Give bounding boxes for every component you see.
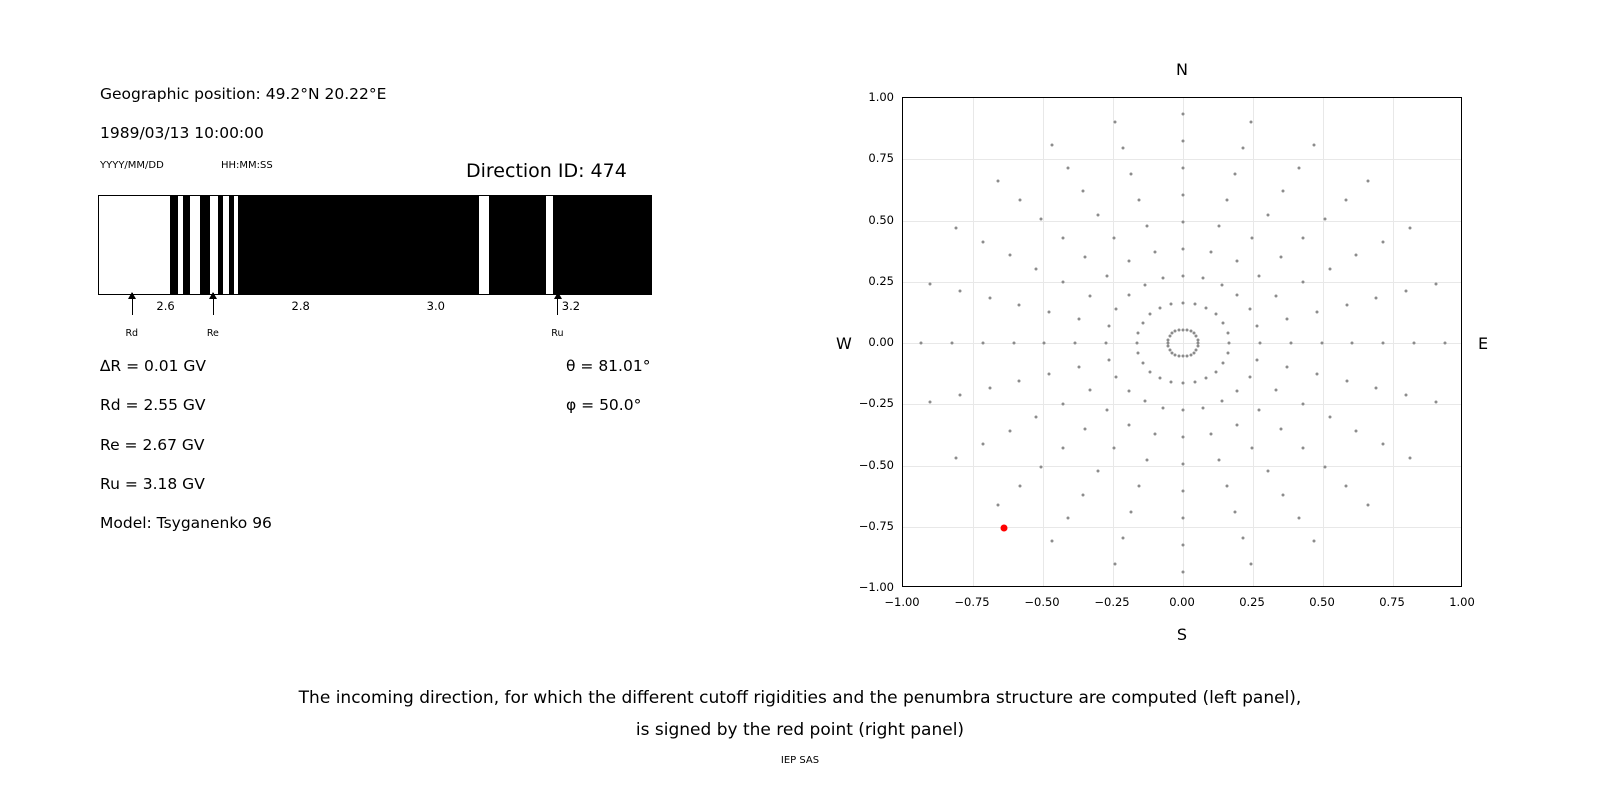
direction-point — [1205, 306, 1208, 309]
direction-point — [1282, 493, 1285, 496]
footer-credit: IEP SAS — [780, 755, 820, 766]
direction-point — [1209, 250, 1212, 253]
direction-point — [1375, 387, 1378, 390]
penumbra-bar — [98, 195, 652, 295]
direction-point — [1182, 274, 1185, 277]
direction-point — [1182, 571, 1185, 574]
penumbra-band — [170, 196, 178, 294]
direction-point — [1201, 407, 1204, 410]
direction-point — [1209, 433, 1212, 436]
penumbra-band — [553, 196, 652, 294]
direction-point — [1345, 484, 1348, 487]
direction-point — [1127, 294, 1130, 297]
direction-point — [1182, 328, 1185, 331]
penumbra-marker-rd-label: Rd — [125, 328, 139, 339]
direction-point — [1162, 276, 1165, 279]
direction-point — [958, 289, 961, 292]
direction-point — [1192, 351, 1195, 354]
direction-point — [1146, 459, 1149, 462]
direction-point — [1081, 190, 1084, 193]
direction-point — [1158, 377, 1161, 380]
penumbra-tick-label: 3.0 — [426, 299, 445, 313]
direction-point — [1405, 394, 1408, 397]
direction-point — [1315, 373, 1318, 376]
direction-point — [1081, 493, 1084, 496]
direction-point — [1382, 240, 1385, 243]
date-format-hint: YYYY/MM/DD — [100, 160, 164, 171]
datetime-label: 1989/03/13 10:00:00 — [100, 124, 264, 142]
direction-point — [1170, 302, 1173, 305]
penumbra-marker-rd-arrow-icon — [132, 293, 133, 315]
direction-scatter-plot — [902, 97, 1462, 587]
direction-point — [1149, 370, 1152, 373]
direction-point — [1107, 359, 1110, 362]
direction-point — [1185, 355, 1188, 358]
direction-point — [1178, 328, 1181, 331]
right-panel — [800, 0, 1600, 660]
direction-point — [1249, 563, 1252, 566]
direction-point — [1275, 389, 1278, 392]
direction-point — [1182, 382, 1185, 385]
y-axis-tick-label: 0.25 — [868, 273, 894, 288]
model-value: Model: Tsyganenko 96 — [100, 514, 272, 532]
y-axis-tick-label: 0.50 — [868, 212, 894, 227]
gridline-vertical — [1323, 98, 1324, 586]
direction-point — [1182, 409, 1185, 412]
direction-point — [1061, 281, 1064, 284]
direction-point — [1235, 260, 1238, 263]
direction-point — [1241, 146, 1244, 149]
direction-point — [1182, 193, 1185, 196]
direction-point — [1275, 294, 1278, 297]
gridline-vertical — [1183, 98, 1184, 586]
gridline-horizontal — [903, 527, 1461, 528]
direction-point — [1408, 456, 1411, 459]
penumbra-band — [200, 196, 210, 294]
x-axis-tick-label: 0.25 — [1239, 595, 1265, 609]
direction-point — [1122, 537, 1125, 540]
direction-point — [1066, 517, 1069, 520]
direction-point — [1182, 490, 1185, 493]
direction-point — [1077, 366, 1080, 369]
direction-point — [1195, 348, 1198, 351]
penumbra-marker-ru-label: Ru — [551, 328, 564, 339]
direction-point — [1077, 317, 1080, 320]
penumbra-band — [229, 196, 234, 294]
direction-point — [1235, 423, 1238, 426]
direction-point — [1171, 351, 1174, 354]
direction-point — [1315, 310, 1318, 313]
direction-point — [1226, 331, 1229, 334]
penumbra-tick-label: 2.6 — [156, 299, 175, 313]
y-axis-tick-label: −1.00 — [858, 580, 894, 594]
direction-point — [1220, 283, 1223, 286]
direction-point — [1062, 446, 1065, 449]
direction-point — [1367, 180, 1370, 183]
direction-point — [1233, 172, 1236, 175]
gridline-vertical — [1253, 98, 1254, 586]
direction-point — [1193, 302, 1196, 305]
direction-point — [1251, 447, 1254, 450]
penumbra-band — [218, 196, 223, 294]
direction-point — [1146, 224, 1149, 227]
direction-point — [1280, 256, 1283, 259]
x-axis-tick-label: 0.00 — [1169, 595, 1195, 609]
x-axis-tick-label: −0.25 — [1094, 595, 1130, 609]
direction-point — [1405, 289, 1408, 292]
direction-point — [1222, 321, 1225, 324]
direction-point — [1345, 380, 1348, 383]
direction-point — [1214, 370, 1217, 373]
caption-line-1: The incoming direction, for which the different cutoff rigidities and the penumbra structure are computed (left panel), — [298, 688, 1302, 708]
direction-point — [1167, 345, 1170, 348]
penumbra-marker-re-label: Re — [206, 328, 219, 339]
direction-point — [1220, 400, 1223, 403]
direction-point — [1168, 335, 1171, 338]
direction-point — [1312, 540, 1315, 543]
direction-point — [1162, 407, 1165, 410]
direction-point — [1130, 172, 1133, 175]
rd-value: Rd = 2.55 GV — [100, 396, 206, 414]
direction-point — [1225, 198, 1228, 201]
direction-point — [1137, 331, 1140, 334]
caption-line-2: is signed by the red point (right panel) — [635, 720, 965, 740]
direction-point — [1236, 389, 1239, 392]
direction-point — [1018, 380, 1021, 383]
direction-point — [1182, 463, 1185, 466]
direction-point — [1355, 429, 1358, 432]
direction-point — [1171, 332, 1174, 335]
direction-point — [1154, 433, 1157, 436]
direction-point — [1413, 342, 1416, 345]
direction-point — [1375, 296, 1378, 299]
direction-point — [996, 180, 999, 183]
direction-point — [1088, 389, 1091, 392]
direction-point — [1105, 408, 1108, 411]
direction-point — [1355, 254, 1358, 257]
direction-point — [1012, 342, 1015, 345]
direction-point — [929, 282, 932, 285]
direction-point — [1040, 218, 1043, 221]
y-axis-tick-label: 1.00 — [868, 90, 894, 104]
direction-point — [1149, 313, 1152, 316]
gridline-horizontal — [903, 343, 1461, 344]
direction-point — [1048, 373, 1051, 376]
penumbra-band — [489, 196, 546, 294]
direction-point — [1408, 227, 1411, 230]
direction-point — [1434, 282, 1437, 285]
direction-point — [1266, 213, 1269, 216]
direction-point — [1182, 301, 1185, 304]
x-axis-tick-label: −0.50 — [1024, 595, 1060, 609]
direction-point — [1170, 381, 1173, 384]
direction-point — [1168, 348, 1171, 351]
direction-point — [1143, 400, 1146, 403]
y-axis-tick-label: −0.25 — [858, 396, 894, 411]
direction-point — [1115, 308, 1118, 311]
direction-point — [1185, 328, 1188, 331]
direction-point — [1141, 321, 1144, 324]
direction-point — [1040, 465, 1043, 468]
direction-point — [1189, 353, 1192, 356]
direction-point — [981, 240, 984, 243]
direction-point — [1328, 416, 1331, 419]
direction-point — [1154, 250, 1157, 253]
direction-point — [1114, 563, 1117, 566]
direction-point — [1236, 294, 1239, 297]
direction-point — [1345, 199, 1348, 202]
direction-point — [1166, 342, 1169, 345]
direction-point — [1043, 342, 1046, 345]
direction-point — [1434, 401, 1437, 404]
penumbra-band — [238, 196, 479, 294]
direction-point — [1018, 303, 1021, 306]
direction-point — [1205, 377, 1208, 380]
direction-point — [1018, 199, 1021, 202]
direction-point — [1137, 352, 1140, 355]
direction-point — [1097, 213, 1100, 216]
direction-point — [1182, 517, 1185, 520]
direction-point — [1301, 237, 1304, 240]
direction-point — [1345, 303, 1348, 306]
direction-point — [1008, 254, 1011, 257]
direction-point — [1351, 342, 1354, 345]
direction-point — [920, 342, 923, 345]
direction-point — [1141, 362, 1144, 365]
gridline-vertical — [1113, 98, 1114, 586]
direction-point — [1443, 342, 1446, 345]
x-axis-tick-label: −1.00 — [884, 595, 920, 609]
penumbra-marker-ru-arrow-icon — [557, 293, 558, 315]
penumbra-axis — [98, 295, 652, 355]
direction-point — [1105, 342, 1108, 345]
direction-point — [1182, 355, 1185, 358]
x-axis-tick-label: −0.75 — [954, 595, 990, 609]
direction-point — [1035, 416, 1038, 419]
y-axis-tick-label: −0.50 — [858, 457, 894, 472]
direction-point — [1066, 166, 1069, 169]
gridline-horizontal — [903, 282, 1461, 283]
direction-point — [1256, 324, 1259, 327]
direction-point — [1182, 166, 1185, 169]
direction-point — [1251, 236, 1254, 239]
direction-point — [1302, 402, 1305, 405]
direction-point — [1107, 324, 1110, 327]
direction-point — [1128, 260, 1131, 263]
y-axis-tick-label: −0.75 — [858, 518, 894, 533]
direction-point — [1289, 342, 1292, 345]
direction-point — [1135, 342, 1138, 345]
direction-point — [1301, 446, 1304, 449]
direction-point — [1112, 447, 1115, 450]
direction-point — [1097, 470, 1100, 473]
direction-point — [1228, 342, 1231, 345]
direction-point — [1297, 166, 1300, 169]
x-axis-tick-label: 0.50 — [1309, 595, 1335, 609]
direction-point — [1286, 366, 1289, 369]
direction-point — [1286, 317, 1289, 320]
direction-point — [1112, 236, 1115, 239]
phi-value: φ = 50.0° — [566, 396, 642, 414]
direction-point — [1382, 443, 1385, 446]
direction-point — [1083, 427, 1086, 430]
penumbra-tick-label: 3.2 — [561, 299, 581, 313]
direction-point — [1182, 544, 1185, 547]
direction-point — [1382, 342, 1385, 345]
direction-point — [1167, 338, 1170, 341]
direction-point — [1182, 436, 1185, 439]
direction-point — [1217, 224, 1220, 227]
penumbra-tick-label: 2.8 — [291, 299, 310, 313]
compass-east-label: E — [1478, 334, 1489, 353]
compass-north-label: N — [1176, 60, 1188, 79]
direction-point — [1233, 511, 1236, 514]
delta-r-value: ∆R = 0.01 GV — [100, 357, 207, 375]
geographic-position-label: Geographic position: 49.2°N 20.22°E — [100, 85, 387, 103]
direction-point — [1182, 139, 1185, 142]
direction-point — [1127, 389, 1130, 392]
direction-point — [1248, 375, 1251, 378]
direction-point — [955, 227, 958, 230]
direction-point — [929, 401, 932, 404]
direction-point — [1088, 294, 1091, 297]
direction-point — [1138, 198, 1141, 201]
direction-point — [955, 456, 958, 459]
direction-point — [1302, 281, 1305, 284]
gridline-horizontal — [903, 159, 1461, 160]
direction-id-label: Direction ID: 474 — [466, 160, 627, 182]
direction-point — [1201, 276, 1204, 279]
direction-point — [1320, 342, 1323, 345]
direction-point — [1259, 342, 1262, 345]
direction-point — [1174, 353, 1177, 356]
theta-value: θ = 81.01° — [566, 357, 651, 375]
direction-point — [1217, 459, 1220, 462]
direction-point — [1182, 247, 1185, 250]
compass-south-label: S — [1176, 625, 1188, 644]
direction-point — [1241, 537, 1244, 540]
direction-point — [1130, 511, 1133, 514]
figure-caption — [0, 682, 1600, 746]
direction-point — [1225, 485, 1228, 488]
direction-point — [1258, 275, 1261, 278]
y-axis-tick-label: 0.75 — [868, 151, 894, 166]
direction-point — [1248, 308, 1251, 311]
direction-point — [1122, 146, 1125, 149]
direction-point — [1280, 427, 1283, 430]
direction-point — [1115, 375, 1118, 378]
direction-point — [1258, 408, 1261, 411]
penumbra-chart — [98, 195, 652, 295]
direction-point — [1282, 190, 1285, 193]
direction-point — [981, 342, 984, 345]
direction-point — [1143, 283, 1146, 286]
x-axis-tick-label: 1.00 — [1449, 595, 1475, 609]
direction-point — [1048, 310, 1051, 313]
direction-point — [1249, 120, 1252, 123]
direction-point — [1182, 220, 1185, 223]
re-value: Re = 2.67 GV — [100, 436, 205, 454]
direction-point — [1128, 423, 1131, 426]
penumbra-marker-re-arrow-icon — [213, 293, 214, 315]
direction-point — [1174, 330, 1177, 333]
ru-value: Ru = 3.18 GV — [100, 475, 205, 493]
direction-point — [996, 503, 999, 506]
direction-point — [1312, 143, 1315, 146]
time-format-hint: HH:MM:SS — [221, 160, 273, 171]
direction-point — [1367, 503, 1370, 506]
gridline-horizontal — [903, 404, 1461, 405]
direction-point — [988, 296, 991, 299]
direction-point — [988, 387, 991, 390]
direction-point — [1138, 485, 1141, 488]
direction-point — [1061, 402, 1064, 405]
direction-point — [1214, 313, 1217, 316]
direction-point — [1035, 267, 1038, 270]
direction-point — [1226, 352, 1229, 355]
direction-point — [1222, 362, 1225, 365]
penumbra-band — [183, 196, 190, 294]
compass-west-label: W — [836, 334, 852, 353]
direction-point — [1323, 218, 1326, 221]
direction-point — [1114, 120, 1117, 123]
direction-point — [1083, 256, 1086, 259]
gridline-vertical — [973, 98, 974, 586]
direction-point — [1051, 143, 1054, 146]
direction-point — [951, 342, 954, 345]
direction-point — [1105, 275, 1108, 278]
direction-point — [958, 394, 961, 397]
direction-point — [1158, 306, 1161, 309]
gridline-vertical — [1393, 98, 1394, 586]
direction-point — [1178, 355, 1181, 358]
direction-point — [1266, 470, 1269, 473]
left-panel — [0, 0, 800, 660]
direction-point — [1051, 540, 1054, 543]
direction-point — [1328, 267, 1331, 270]
direction-point — [1297, 517, 1300, 520]
direction-point — [1062, 237, 1065, 240]
direction-point — [1193, 381, 1196, 384]
direction-point — [1008, 429, 1011, 432]
direction-point — [1256, 359, 1259, 362]
direction-point — [1074, 342, 1077, 345]
y-axis-tick-label: 0.00 — [868, 335, 894, 349]
selected-direction-point[interactable] — [1000, 524, 1007, 531]
direction-point — [1323, 465, 1326, 468]
direction-point — [1182, 112, 1185, 115]
direction-point — [1018, 484, 1021, 487]
direction-point — [981, 443, 984, 446]
x-axis-tick-label: 0.75 — [1379, 595, 1405, 609]
